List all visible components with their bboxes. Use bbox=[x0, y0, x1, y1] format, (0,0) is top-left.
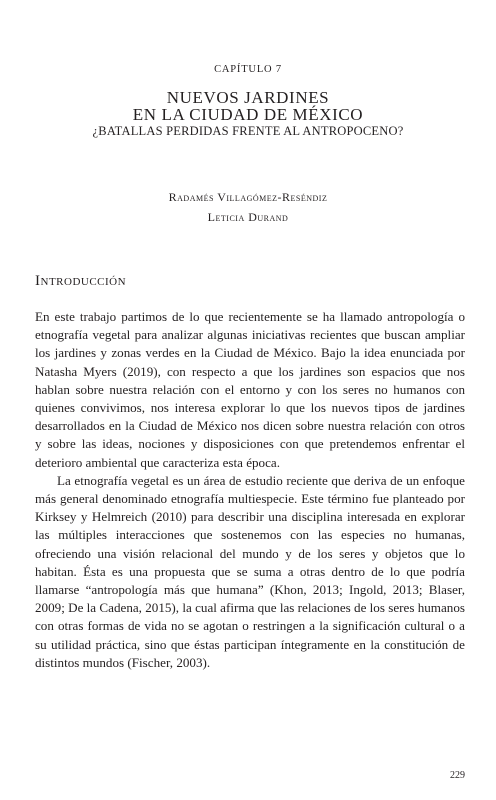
page-number: 229 bbox=[450, 770, 465, 781]
chapter-label: CAPÍTULO 7 bbox=[214, 64, 282, 75]
author-name: Radamés Villagómez-Reséndiz bbox=[168, 190, 328, 204]
chapter-title-line-1: NUEVOS JARDINES bbox=[166, 88, 330, 107]
body-text bbox=[35, 308, 465, 672]
author-name: Leticia Durand bbox=[207, 210, 289, 224]
chapter-title-block bbox=[0, 89, 496, 138]
chapter-title-line-2: EN LA CIUDAD DE MÉXICO bbox=[132, 105, 364, 124]
body-paragraph: En este trabajo partimos de lo que recientemente se ha llamado antropología o etnografía vegetal para analizar algunas iniciativas recientes que buscan ampliar los jardines y zonas verdes en la Ciudad de México. Bajo la idea enunciada por Natasha Myers (2019), con respecto a que los jardines son espacios que nos hablan sobre nuestra relación con el entorno y con los seres no humanos con quienes convivimos, nos interesa explorar lo que los nuevos tipos de jardines desarrollados en la Ciudad de México nos dicen sobre nuestra relación con otros y sobre las ideas, nociones y disposiciones con que pretendemos enfrentar el deterioro ambiental que caracteriza esta época. bbox=[35, 309, 465, 470]
chapter-subtitle: ¿BATALLAS PERDIDAS FRENTE AL ANTROPOCENO? bbox=[92, 124, 404, 138]
body-paragraph: La etnografía vegetal es un área de estudio reciente que deriva de un enfoque más general denominado etnografía multiespecie. Este término fue planteado por Kirksey y Helmreich (2010) para describir una disciplina interesada en explorar las múltiples interacciones que sostenemos con las especies no humanas, ofreciendo una visión relacional del mundo y de los seres y objetos que lo habitan. Ésta es una propuesta que se suma a otras dentro de lo que podría llamarse “antropología más que humana” (Khon, 2013; Ingold, 2013; Blaser, 2009; De la Cadena, 2015), la cual afirma que las relaciones de los seres humanos con otras formas de vida no se agotan o restringen a la significación cultural o a su utilidad práctica, sino que éstas participan íntegramente en la constitución de distintos mundos (Fischer, 2003). bbox=[35, 472, 465, 670]
author-list bbox=[0, 187, 496, 227]
section-heading: Introducción bbox=[35, 273, 127, 289]
